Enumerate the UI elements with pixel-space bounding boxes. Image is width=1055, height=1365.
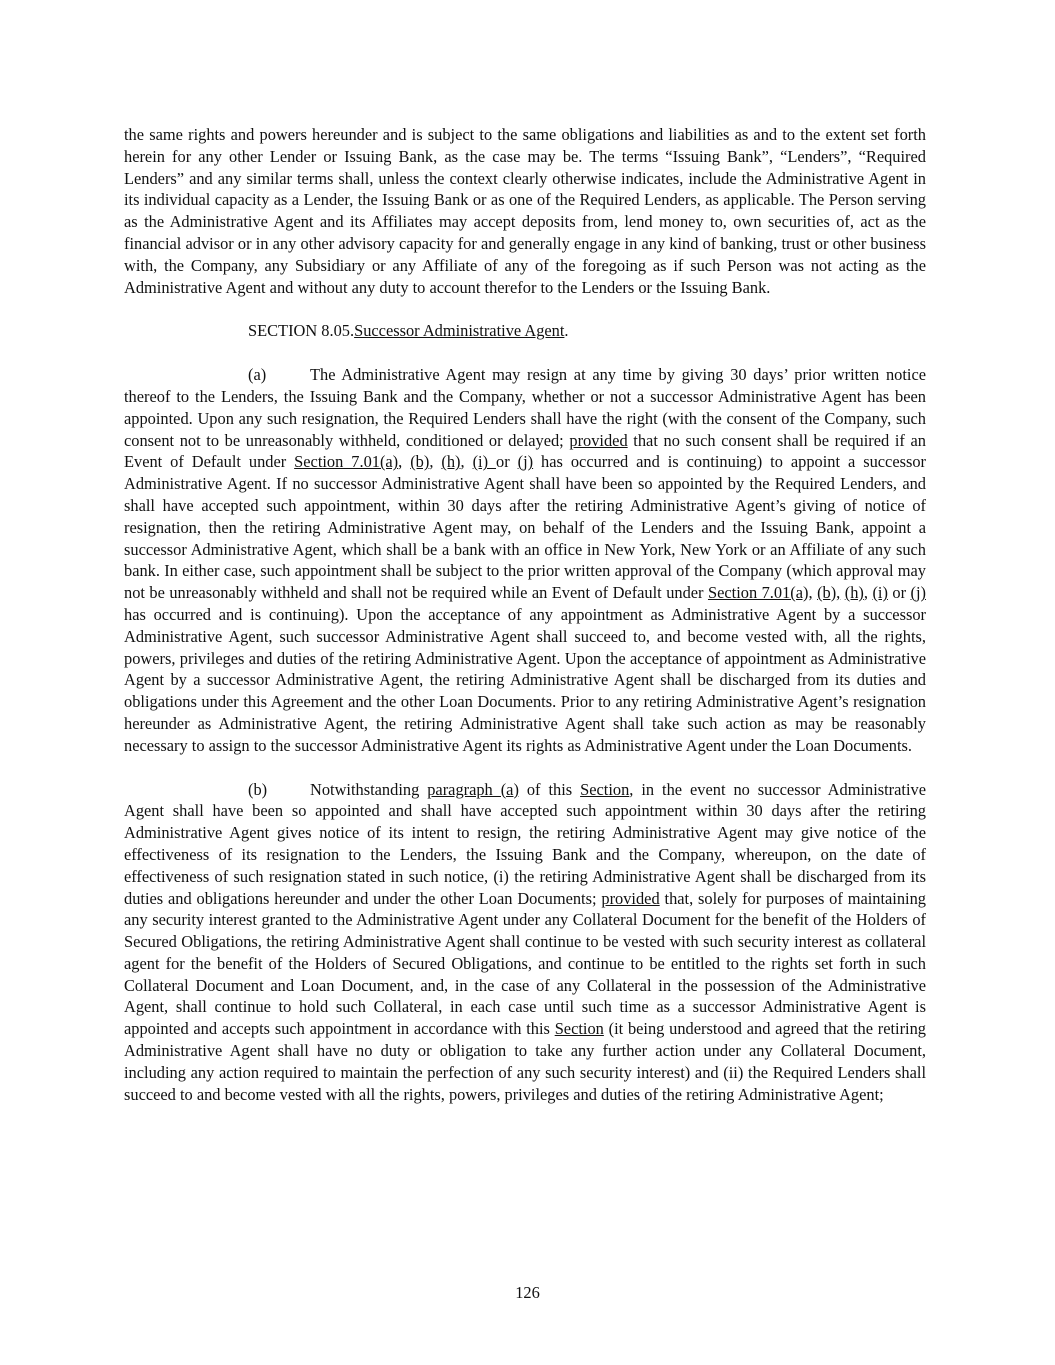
text-run: has occurred and is continuing) to appoint a successor Administrative Agent. If no successor Administrative Agent shall have been so appointed by the Required Lenders, and shall have accepted such appointment, within 30 days after the retiring Administrative Agent’s giving of notice of resignation, then the retiring Administrative Agent may, on behalf of the Lenders and the Issuing Bank, appoint a successor Administrative Agent, which shall be a bank with an office in New York, New York or an Affiliate of any such bank. In either case, such appointment shall be subject to the prior written approval of the Company (which approval may not be unreasonably withheld and shall not be required while an Event of Default under — [124, 452, 927, 603]
text-run: (it being understood and agreed that the retiring Administrative Agent shall have no duty or obligation to take any further action under any Collateral Document, including any action required to maintain the perfection of any such security interest) and (ii) the Required Lenders shall succeed to and become vested with all the rights, powers, privileges and duties of the retiring Administrative Agent; — [124, 1019, 926, 1104]
subsection-a — [124, 364, 926, 756]
document-page — [124, 124, 926, 1105]
cross-reference: (h) — [844, 583, 864, 603]
cross-reference: (b), — [817, 583, 841, 603]
subsection-b — [124, 779, 926, 1106]
cross-reference: (h) — [441, 452, 461, 472]
text-run: , — [460, 452, 473, 472]
provided-term: provided — [601, 888, 660, 908]
cross-reference: paragraph (a) — [427, 779, 519, 799]
text-run: that, solely for purposes of maintaining any security interest granted to the Administrative Agent under any Collateral Document for the benefit of the Holders of Secured Obligations, the retiring Administrative Agent shall continue to be vested with such security interest as collateral agent for the benefit of the Holders of Secured Obligations, and continue to be entitled to the rights set forth in such Collateral Document and Loan Document, and, in the case of any Collateral in the possession of the Administrative Agent, shall continue to hold such Collateral, in each case until such time as a successor Administrative Agent is appointed and accepts such appointment in accordance with this — [124, 888, 926, 1039]
cross-reference: Section — [580, 779, 630, 799]
section-title: Successor Administrative Agent — [354, 321, 565, 341]
cross-reference: (b) — [410, 452, 430, 472]
cross-reference: (i) — [872, 583, 888, 603]
cross-reference: Section — [554, 1019, 604, 1039]
text-run: , — [398, 452, 411, 472]
section-title-period: . — [564, 321, 569, 341]
cross-reference: (j) — [910, 583, 926, 603]
cross-reference: (j) — [517, 452, 534, 472]
text-run: of this — [518, 779, 581, 799]
text-run: or — [496, 452, 518, 472]
paragraph-continuation: the same rights and powers hereunder and is subject to the same obligations and liabilities as and to the extent set forth herein for any other Lender or Issuing Bank, as the case may be. The terms “Issuing Bank”, “Lenders”, “Required Lenders” and any similar terms shall, unless the context clearly otherwise indicates, include the Administrative Agent in its individual capacity as a Lender, the Issuing Bank or as one of the Required Lenders, as applicable. The Person serving as the Administrative Agent and its Affiliates may accept deposits from, lend money to, own securities of, act as the financial advisor or in any other advisory capacity for and generally engage in any kind of banking, trust or other business with, the Company, any Subsidiary or any Affiliate of any of the foregoing as if such Person was not acting as the Administrative Agent and without any duty to account therefor to the Lenders or the Issuing Bank. — [124, 125, 926, 297]
text-run: , — [429, 452, 442, 472]
text-run: that no such consent shall be required if an Event of Default under — [124, 430, 926, 472]
text-run: has occurred and is continuing). Upon the acceptance of any appointment as Administrative Agent by a successor Administrative Agent, such successor Administrative Agent shall succeed to, and become vested with, all the rights, powers, privileges and duties of the retiring Administrative Agent. Upon the acceptance of appointment as Administrative Agent by a successor Administrative Agent, the retiring Administrative Agent shall be discharged from its duties and obligations under this Agreement and the other Loan Documents. Prior to any retiring Administrative Agent’s resignation hereunder as Administrative Agent, the retiring Administrative Agent shall take such action as may be reasonably necessary to assign to the successor Administrative Agent its rights as Administrative Agent under the Loan Documents. — [124, 604, 926, 755]
subsection-a-label: (a) — [248, 365, 267, 385]
cross-reference: (i) — [472, 452, 497, 472]
text-run: , — [863, 583, 873, 603]
subsection-b-label: (b) — [248, 779, 268, 799]
section-heading — [248, 320, 926, 342]
text-run: or — [887, 583, 911, 603]
text-run: Notwithstanding — [310, 779, 428, 799]
cross-reference: Section 7.01(a) — [294, 452, 399, 472]
section-number: SECTION 8.05. — [248, 321, 355, 341]
page-number: 126 — [515, 1283, 540, 1302]
provided-term: provided — [569, 430, 628, 450]
text-run: The Administrative Agent may resign at any time by giving 30 days’ prior written notice thereof to the Lenders, the Issuing Bank and the Company, whether or not a successor Administrative Agent has been appointed. Upon any such resignation, the Required Lenders shall have the right (with the consent of the Company, such consent not to be unreasonably withheld, conditioned or delayed; — [124, 365, 926, 450]
cross-reference: Section 7.01(a), — [707, 583, 813, 603]
text-run: , in the event no successor Administrative Agent shall have been so appointed and shall have accepted such appointment within 30 days after the retiring Administrative Agent gives notice of its intent to resign, the retiring Administrative Agent may give notice of the effectiveness of its resignation to the Lenders, the Issuing Bank and the Company, whereupon, on the date of effectiveness of such resignation stated in such notice, (i) the retiring Administrative Agent shall be discharged from its duties and obligations hereunder and under the other Loan Documents; — [124, 779, 926, 908]
